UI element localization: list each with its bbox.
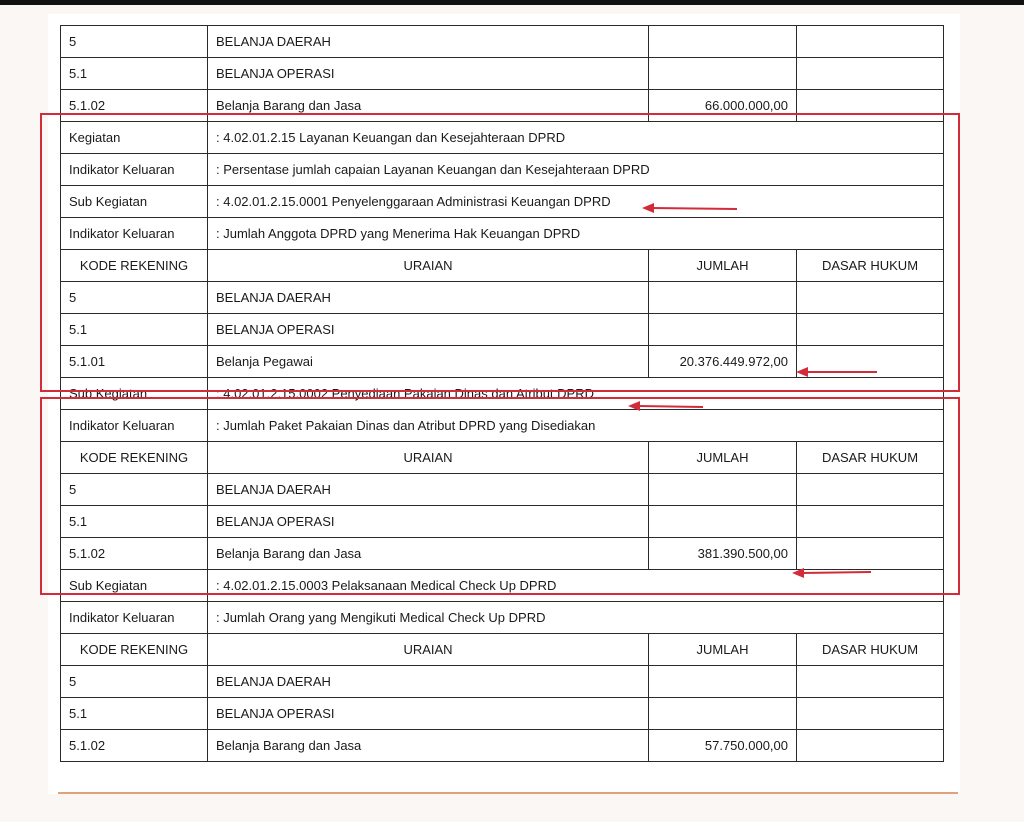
info-label: Indikator Keluaran [61, 218, 208, 250]
kode-rekening-cell: 5 [61, 26, 208, 58]
uraian-cell: BELANJA OPERASI [208, 506, 649, 538]
uraian-cell: Belanja Barang dan Jasa [208, 90, 649, 122]
table-row [61, 58, 944, 90]
dasar-hukum-cell [797, 698, 944, 730]
kode-rekening-cell: 5 [61, 474, 208, 506]
dasar-hukum-cell [797, 26, 944, 58]
dasar-hukum-cell [797, 58, 944, 90]
kode-rekening-cell: 5.1 [61, 314, 208, 346]
info-label: Indikator Keluaran [61, 154, 208, 186]
info-value: : Jumlah Anggota DPRD yang Menerima Hak Keuangan DPRD [208, 218, 944, 250]
column-header-dasar: DASAR HUKUM [797, 250, 944, 282]
info-value: : 4.02.01.2.15.0002 Penyediaan Pakaian Dinas dan Atribut DPRD [208, 378, 944, 410]
info-value: : 4.02.01.2.15 Layanan Keuangan dan Kesejahteraan DPRD [208, 122, 944, 154]
info-value: : 4.02.01.2.15.0003 Pelaksanaan Medical Check Up DPRD [208, 570, 944, 602]
info-label: Indikator Keluaran [61, 410, 208, 442]
arrow-icon [794, 364, 880, 380]
jumlah-cell: 381.390.500,00 [649, 538, 797, 570]
table-row [61, 666, 944, 698]
uraian-cell: Belanja Barang dan Jasa [208, 538, 649, 570]
table-row [61, 698, 944, 730]
column-header-kode: KODE REKENING [61, 442, 208, 474]
kode-rekening-cell: 5.1.02 [61, 730, 208, 762]
info-label: Indikator Keluaran [61, 602, 208, 634]
arrow-icon [640, 200, 740, 216]
info-value: : Jumlah Paket Pakaian Dinas dan Atribut DPRD yang Disediakan [208, 410, 944, 442]
jumlah-cell [649, 58, 797, 90]
info-label: Sub Kegiatan [61, 570, 208, 602]
column-header-row [61, 634, 944, 666]
info-row [61, 602, 944, 634]
arrow-icon [626, 398, 706, 414]
kode-rekening-cell: 5.1.02 [61, 90, 208, 122]
dasar-hukum-cell [797, 730, 944, 762]
info-value: : Persentase jumlah capaian Layanan Keuangan dan Kesejahteraan DPRD [208, 154, 944, 186]
info-value: : Jumlah Orang yang Mengikuti Medical Check Up DPRD [208, 602, 944, 634]
column-header-kode: KODE REKENING [61, 250, 208, 282]
kode-rekening-cell: 5.1.02 [61, 538, 208, 570]
bottom-rule [58, 792, 958, 794]
kode-rekening-cell: 5 [61, 282, 208, 314]
kode-rekening-cell: 5.1 [61, 58, 208, 90]
info-label: Sub Kegiatan [61, 378, 208, 410]
table-row [61, 26, 944, 58]
jumlah-cell: 20.376.449.972,00 [649, 346, 797, 378]
uraian-cell: BELANJA DAERAH [208, 474, 649, 506]
uraian-cell: Belanja Pegawai [208, 346, 649, 378]
column-header-uraian: URAIAN [208, 250, 649, 282]
column-header-dasar: DASAR HUKUM [797, 634, 944, 666]
jumlah-cell: 57.750.000,00 [649, 730, 797, 762]
column-header-jumlah: JUMLAH [649, 634, 797, 666]
jumlah-cell [649, 26, 797, 58]
kode-rekening-cell: 5.1 [61, 506, 208, 538]
kode-rekening-cell: 5.1.01 [61, 346, 208, 378]
column-header-kode: KODE REKENING [61, 634, 208, 666]
jumlah-cell [649, 698, 797, 730]
column-header-jumlah: JUMLAH [649, 250, 797, 282]
info-value: : 4.02.01.2.15.0001 Penyelenggaraan Administrasi Keuangan DPRD [208, 186, 944, 218]
column-header-uraian: URAIAN [208, 634, 649, 666]
column-header-jumlah: JUMLAH [649, 442, 797, 474]
column-header-uraian: URAIAN [208, 442, 649, 474]
table-row [61, 730, 944, 762]
uraian-cell: BELANJA OPERASI [208, 58, 649, 90]
uraian-cell: BELANJA DAERAH [208, 282, 649, 314]
uraian-cell: BELANJA DAERAH [208, 26, 649, 58]
arrow-icon [790, 565, 874, 581]
uraian-cell: Belanja Barang dan Jasa [208, 730, 649, 762]
highlight-box-1 [40, 113, 960, 392]
uraian-cell: BELANJA DAERAH [208, 666, 649, 698]
kode-rekening-cell: 5.1 [61, 698, 208, 730]
column-header-dasar: DASAR HUKUM [797, 442, 944, 474]
info-label: Kegiatan [61, 122, 208, 154]
top-bar [0, 0, 1024, 5]
dasar-hukum-cell [797, 666, 944, 698]
info-label: Sub Kegiatan [61, 186, 208, 218]
uraian-cell: BELANJA OPERASI [208, 698, 649, 730]
uraian-cell: BELANJA OPERASI [208, 314, 649, 346]
kode-rekening-cell: 5 [61, 666, 208, 698]
jumlah-cell: 66.000.000,00 [649, 90, 797, 122]
jumlah-cell [649, 666, 797, 698]
